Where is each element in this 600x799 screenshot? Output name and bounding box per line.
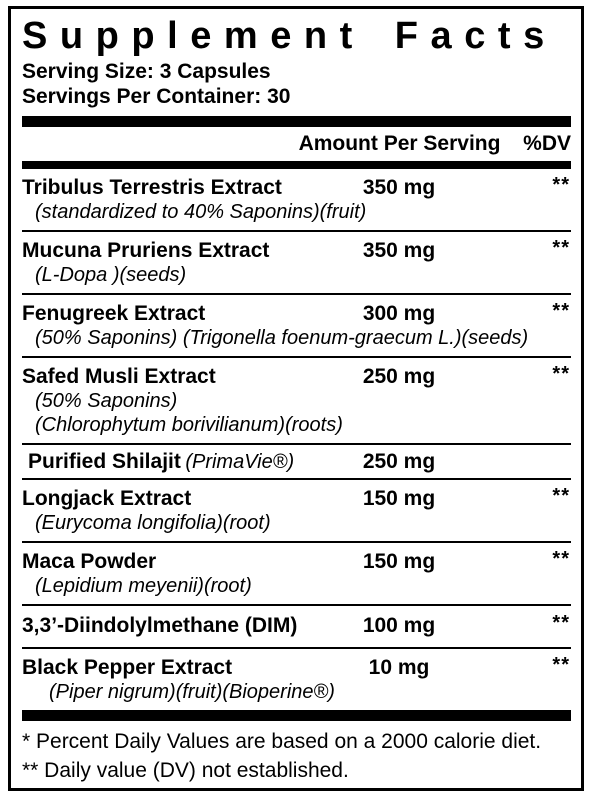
ingredient-name: Fenugreek Extract	[22, 302, 206, 325]
ingredient-name: Purified Shilajit	[28, 450, 181, 473]
percent-dv-header: %DV	[523, 132, 571, 155]
footnotes	[22, 721, 571, 785]
footnote-percent-dv: * Percent Daily Values are based on a 2000 calorie diet.	[22, 730, 542, 753]
ingredient-amount: 350 mg	[362, 239, 436, 262]
ingredient-name: Tribulus Terrestris Extract	[22, 176, 282, 199]
ingredient-row-mucuna	[22, 232, 571, 295]
ingredient-trademark: (PrimaVie®)	[185, 451, 295, 473]
supplement-facts-panel	[8, 6, 584, 791]
divider-thick-header	[22, 161, 571, 169]
column-header-row	[22, 127, 571, 161]
ingredient-dv: **	[552, 237, 570, 259]
ingredient-name: Longjack Extract	[22, 487, 192, 510]
ingredient-name: Mucuna Pruriens Extract	[22, 239, 270, 262]
ingredient-row-dim	[22, 606, 571, 649]
ingredient-name: Black Pepper Extract	[22, 656, 233, 679]
ingredient-row-fenugreek	[22, 295, 571, 358]
ingredient-amount: 300 mg	[362, 302, 436, 325]
divider-thick-top	[22, 116, 571, 127]
ingredient-row-tribulus	[22, 169, 571, 232]
ingredient-detail: (50% Saponins) (Trigonella foenum-graecum L.)(seeds)	[35, 327, 529, 349]
ingredient-row-black-pepper	[22, 649, 571, 710]
ingredient-detail: (50% Saponins)	[35, 390, 178, 412]
ingredient-amount: 250 mg	[362, 365, 436, 388]
ingredient-amount: 100 mg	[362, 614, 436, 637]
ingredient-amount: 150 mg	[362, 550, 436, 573]
ingredient-dv: **	[552, 612, 570, 634]
ingredient-row-shilajit	[22, 445, 571, 480]
serving-size: Serving Size: 3 Capsules	[22, 60, 271, 83]
ingredient-detail: (Chlorophytum borivilianum)(roots)	[35, 414, 343, 436]
ingredient-name: Maca Powder	[22, 550, 157, 573]
servings-per-container: Servings Per Container: 30	[22, 85, 291, 108]
ingredient-row-safed-musli	[22, 358, 571, 445]
ingredient-amount: 250 mg	[362, 450, 436, 473]
footnote-dv-not-established: ** Daily value (DV) not established.	[22, 759, 349, 782]
ingredient-dv: **	[552, 363, 570, 385]
ingredient-dv: **	[552, 174, 570, 196]
ingredient-detail: (Lepidium meyenii)(root)	[35, 575, 252, 597]
ingredient-amount: 350 mg	[362, 176, 436, 199]
ingredient-dv: **	[552, 548, 570, 570]
panel-title: Supplement Facts	[22, 15, 557, 57]
ingredient-detail: (Eurycoma longifolia)(root)	[35, 512, 271, 534]
ingredient-amount: 10 mg	[368, 656, 430, 679]
ingredient-name: Safed Musli Extract	[22, 365, 216, 388]
ingredient-dv: **	[552, 485, 570, 507]
ingredient-detail: (L-Dopa )(seeds)	[35, 264, 187, 286]
ingredient-detail: (Piper nigrum)(fruit)(Bioperine®)	[49, 681, 335, 703]
divider-thick-bottom	[22, 710, 571, 721]
ingredient-detail: (standardized to 40% Saponins)(fruit)	[35, 201, 367, 223]
amount-per-serving-header: Amount Per Serving	[298, 132, 501, 155]
ingredient-dv: **	[552, 300, 570, 322]
ingredient-name: 3,3’-Diindolylmethane (DIM)	[22, 614, 298, 637]
ingredient-dv: **	[552, 654, 570, 676]
ingredient-amount: 150 mg	[362, 487, 436, 510]
ingredient-row-longjack	[22, 480, 571, 543]
ingredient-row-maca	[22, 543, 571, 606]
